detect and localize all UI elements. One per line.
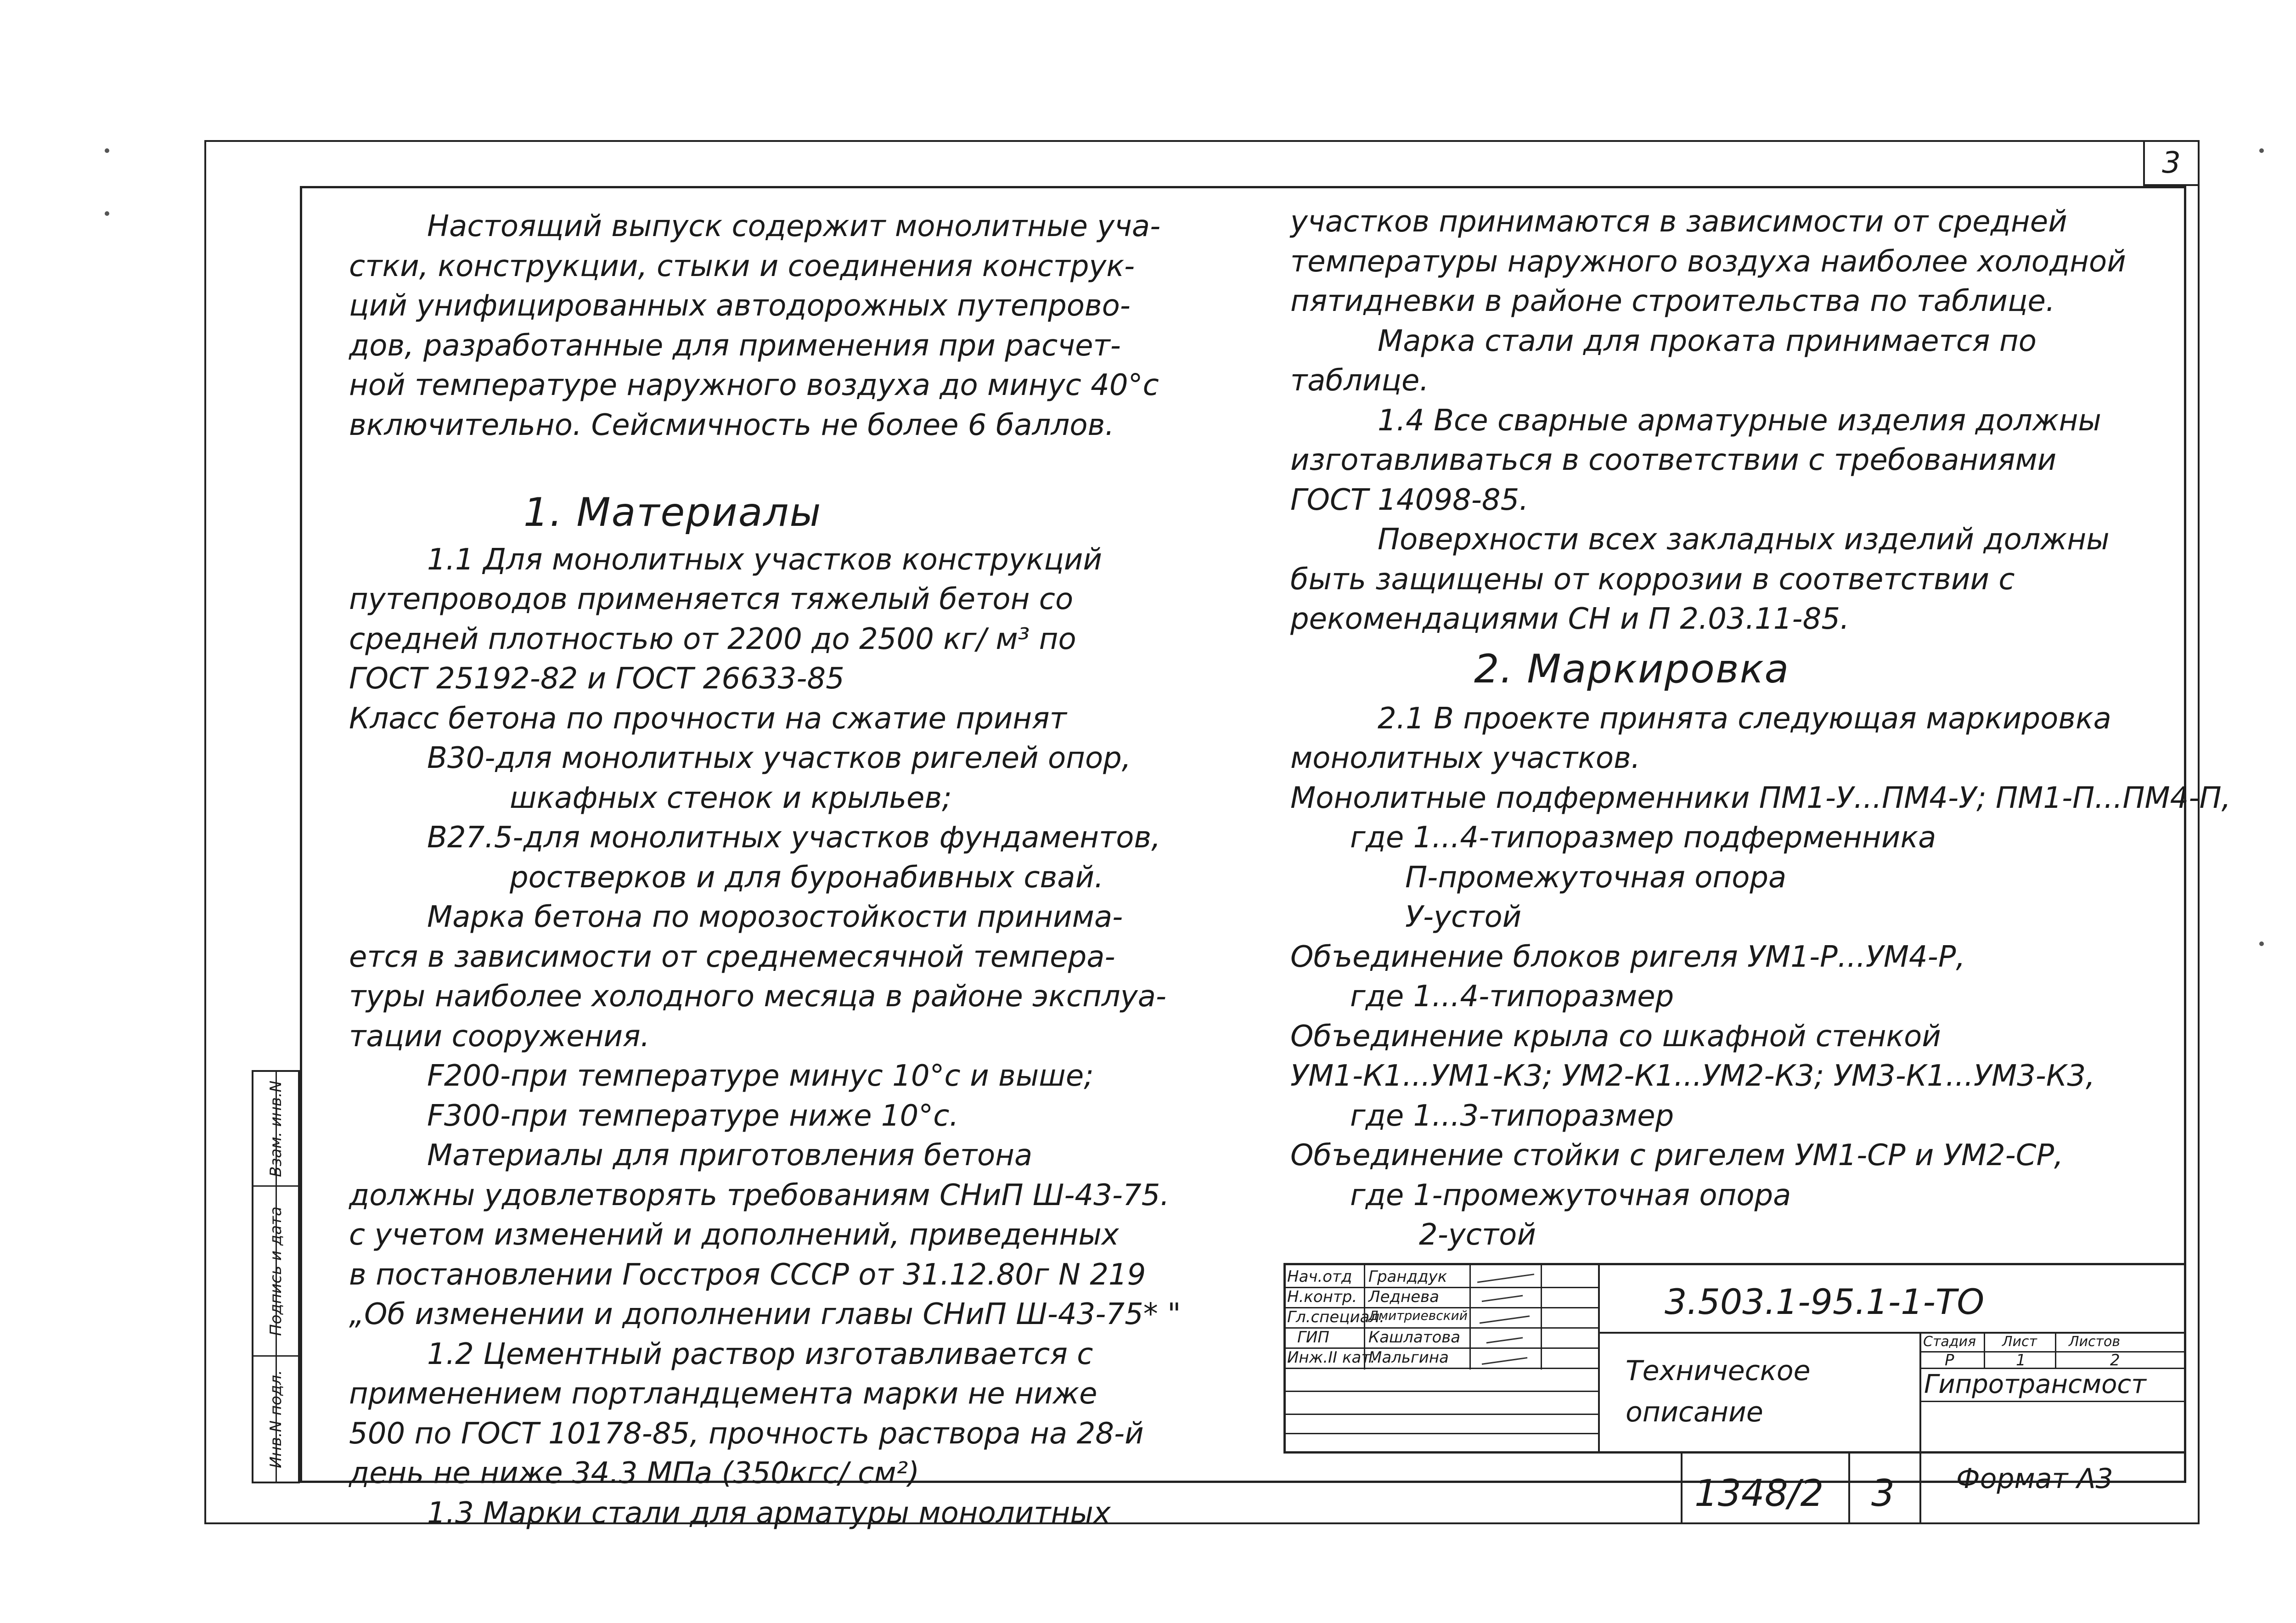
doc-title-line1: Техническое	[1626, 1355, 1811, 1387]
text-line: путепроводов применяется тяжелый бетон со	[349, 582, 1074, 616]
tb-border-top	[1283, 1263, 2186, 1265]
text-line: изготавливаться в соответствии с требованиями	[1290, 443, 2057, 477]
text-line: Объединение блоков ригеля УМ1-Р...УМ4-Р,	[1290, 940, 1965, 974]
scan-dot	[105, 211, 109, 216]
text-line: дов, разработанные для применения при расчет-	[349, 328, 1121, 363]
scan-dot	[2259, 941, 2264, 946]
text-line: ной температуре наружного воздуха до минус 40°с	[349, 368, 1159, 402]
strip-label-replace: Взам. инв.N	[266, 1080, 285, 1177]
text-line: 2-устой	[1419, 1218, 1536, 1252]
left-text-column	[349, 207, 1212, 1533]
text-line: с учетом изменений и дополнений, приведенных	[349, 1218, 1119, 1252]
text-line: где 1...4-типоразмер	[1350, 980, 1674, 1014]
text-line: ростверков и для буронабивных свай.	[510, 860, 1104, 895]
section-heading-materials: 1. Материалы	[523, 489, 822, 535]
tb-col-line	[1984, 1332, 1985, 1369]
text-line: шкафных стенок и крыльев;	[510, 781, 952, 815]
doc-title-line2: описание	[1626, 1396, 1763, 1428]
text-line: В30-для монолитных участков ригелей опор,	[427, 741, 1131, 775]
text-line: 1.3 Марки стали для арматуры монолитных	[427, 1496, 1111, 1530]
document-code: 3.503.1-95.1-1-ТО	[1665, 1281, 1985, 1322]
text-line: таблице.	[1290, 364, 1429, 398]
text-line: Марка бетона по морозостойкости принима-	[427, 900, 1123, 934]
tb-col-line	[1598, 1263, 1600, 1454]
text-line: включительно. Сейсмичность не более 6 баллов.	[349, 408, 1114, 442]
text-line: применением портландцемента марки не ниже	[349, 1377, 1097, 1411]
text-line: где 1...3-типоразмер	[1350, 1099, 1674, 1133]
text-line: стки, конструкции, стыки и соединения конструк-	[349, 249, 1135, 283]
text-line: тации сооружения.	[349, 1019, 650, 1054]
tb-row-line	[1919, 1401, 2186, 1402]
text-line: Настоящий выпуск содержит монолитные уча-	[427, 209, 1161, 243]
strip-cell-replace	[253, 1072, 298, 1187]
tb-col-line	[1541, 1263, 1542, 1369]
tb-row-line	[1919, 1351, 2186, 1352]
text-line: Монолитные подферменники ПМ1-У...ПМ4-У; ПМ1-П...ПМ4-П,	[1290, 781, 2231, 815]
text-line: в постановлении Госстроя СССР от 31.12.80г N 219	[349, 1257, 1146, 1292]
section-heading-marking: 2. Маркировка	[1474, 646, 1790, 692]
text-line: F300-при температуре ниже 10°с.	[427, 1099, 959, 1133]
sheet-number: 3	[2143, 140, 2200, 186]
text-line: день не ниже 34.3 МПа (350кгс/ см²)	[349, 1456, 920, 1490]
text-line: участков принимаются в зависимости от средней	[1290, 205, 2067, 239]
paper-format: Формат А3	[1956, 1463, 2113, 1495]
strip-cell-inventory	[253, 1357, 298, 1482]
sheet-header: Лист	[2002, 1334, 2037, 1350]
text-line: Марка стали для проката принимается по	[1378, 324, 2037, 358]
scan-dot	[2259, 148, 2264, 153]
tb-row-line	[1283, 1368, 1598, 1369]
tb-row-line	[1919, 1368, 2186, 1369]
page-number: 3	[1871, 1472, 1895, 1515]
text-line: где 1...4-типоразмер подферменника	[1350, 821, 1936, 855]
text-line: туры наиболее холодного месяца в районе эксплуа-	[349, 980, 1166, 1014]
text-line: температуры наружного воздуха наиболее холодной	[1290, 244, 2126, 279]
bottom-divider	[1848, 1454, 1850, 1522]
organization: Гипротрансмост	[1924, 1369, 2146, 1399]
text-line: У-устой	[1405, 900, 1522, 934]
text-line: должны удовлетворять требованиям СНиП Ш-43-75.	[349, 1178, 1170, 1212]
tb-border-bottom	[1283, 1451, 2186, 1454]
text-line: 1.1 Для монолитных участков конструкций	[427, 542, 1102, 577]
text-line: ется в зависимости от среднемесячной темпера-	[349, 940, 1115, 974]
title-block	[1283, 1263, 2186, 1483]
tb-col-line	[1919, 1332, 1921, 1454]
text-line: рекомендациями СН и П 2.03.11-85.	[1290, 602, 1850, 636]
tb-role: Н.контр.	[1287, 1288, 1357, 1306]
bottom-divider	[1919, 1454, 1921, 1522]
text-line: 2.1 В проекте принята следующая маркировка	[1378, 701, 2111, 736]
text-line: F200-при температуре минус 10°с и выше;	[427, 1059, 1094, 1093]
tb-name: Гранддук	[1368, 1268, 1447, 1286]
tb-row-line	[1283, 1433, 1598, 1434]
stage-header: Стадия	[1923, 1334, 1976, 1350]
tb-col-line	[1469, 1263, 1471, 1369]
tb-row-line	[1283, 1414, 1598, 1415]
text-line: где 1-промежуточная опора	[1350, 1178, 1791, 1212]
text-line: В27.5-для монолитных участков фундаментов,	[427, 821, 1161, 855]
tb-border-left	[1283, 1263, 1286, 1454]
blank-line	[349, 445, 1212, 485]
text-line: 1.4 Все сварные арматурные изделия должны	[1378, 403, 2101, 438]
tb-name: Леднева	[1368, 1288, 1440, 1306]
strip-cell-signature	[253, 1187, 298, 1357]
strip-label-inventory: Инв.N подл.	[266, 1370, 285, 1468]
tb-role: Нач.отд	[1287, 1268, 1352, 1286]
tb-name: Мальгина	[1368, 1348, 1449, 1367]
text-line: Объединение крыла со шкафной стенкой	[1290, 1019, 1941, 1054]
tb-role: Инж.II кат.	[1287, 1348, 1375, 1367]
stage-value: Р	[1945, 1351, 1954, 1369]
text-line: Материалы для приготовления бетона	[427, 1138, 1033, 1172]
text-line: ГОСТ 25192-82 и ГОСТ 26633-85	[349, 662, 844, 696]
tb-col-line	[2055, 1332, 2056, 1369]
tb-role: ГИП	[1297, 1328, 1329, 1347]
tb-name: Кашлатова	[1368, 1328, 1461, 1347]
inventory-number: 1348/2	[1694, 1472, 1824, 1515]
sheets-header: Листов	[2069, 1334, 2121, 1350]
text-line: монолитных участков.	[1290, 741, 1641, 775]
strip-label-signature: Подпись и дата	[266, 1206, 285, 1336]
text-line: УМ1-К1...УМ1-К3; УМ2-К1...УМ2-К3; УМ3-К1...УМ3-К3,	[1290, 1059, 2095, 1093]
bottom-divider	[1681, 1454, 1683, 1522]
right-text-column	[1290, 202, 2231, 1255]
text-line: Объединение стойки с ригелем УМ1-СР и УМ2-СР,	[1290, 1138, 2064, 1172]
text-line: Класс бетона по прочности на сжатие принят	[349, 701, 1067, 736]
text-line: 500 по ГОСТ 10178-85, прочность раствора на 28-й	[349, 1416, 1144, 1451]
scan-dot	[105, 148, 109, 153]
text-line: „Об изменении и дополнении главы СНиП Ш-43-75* "	[349, 1297, 1181, 1331]
text-line: 1.2 Цементный раствор изготавливается с	[427, 1337, 1093, 1371]
tb-role: Гл.специал.	[1287, 1308, 1384, 1326]
signature-mark	[1476, 1263, 1534, 1283]
text-line: Поверхности всех закладных изделий должны	[1378, 523, 2110, 557]
text-line: ГОСТ 14098-85.	[1290, 483, 1529, 517]
text-line: ций унифицированных автодорожных путепрово-	[349, 289, 1131, 323]
tb-row-line	[1283, 1391, 1598, 1392]
signature-mark	[1480, 1347, 1528, 1365]
text-line: пятидневки в районе строительства по таблице.	[1290, 284, 2055, 318]
text-line: П-промежуточная опора	[1405, 860, 1787, 895]
sheets-value: 2	[2110, 1351, 2120, 1369]
sheet-value: 1	[2016, 1351, 2026, 1369]
tb-name: Дмитриевский	[1368, 1308, 1468, 1323]
signature-mark	[1485, 1327, 1523, 1344]
text-line: средней плотностью от 2200 до 2500 кг/ м³ по	[349, 622, 1076, 656]
text-line: быть защищены от коррозии в соответствии с	[1290, 562, 2015, 597]
binding-strip	[252, 1070, 300, 1483]
